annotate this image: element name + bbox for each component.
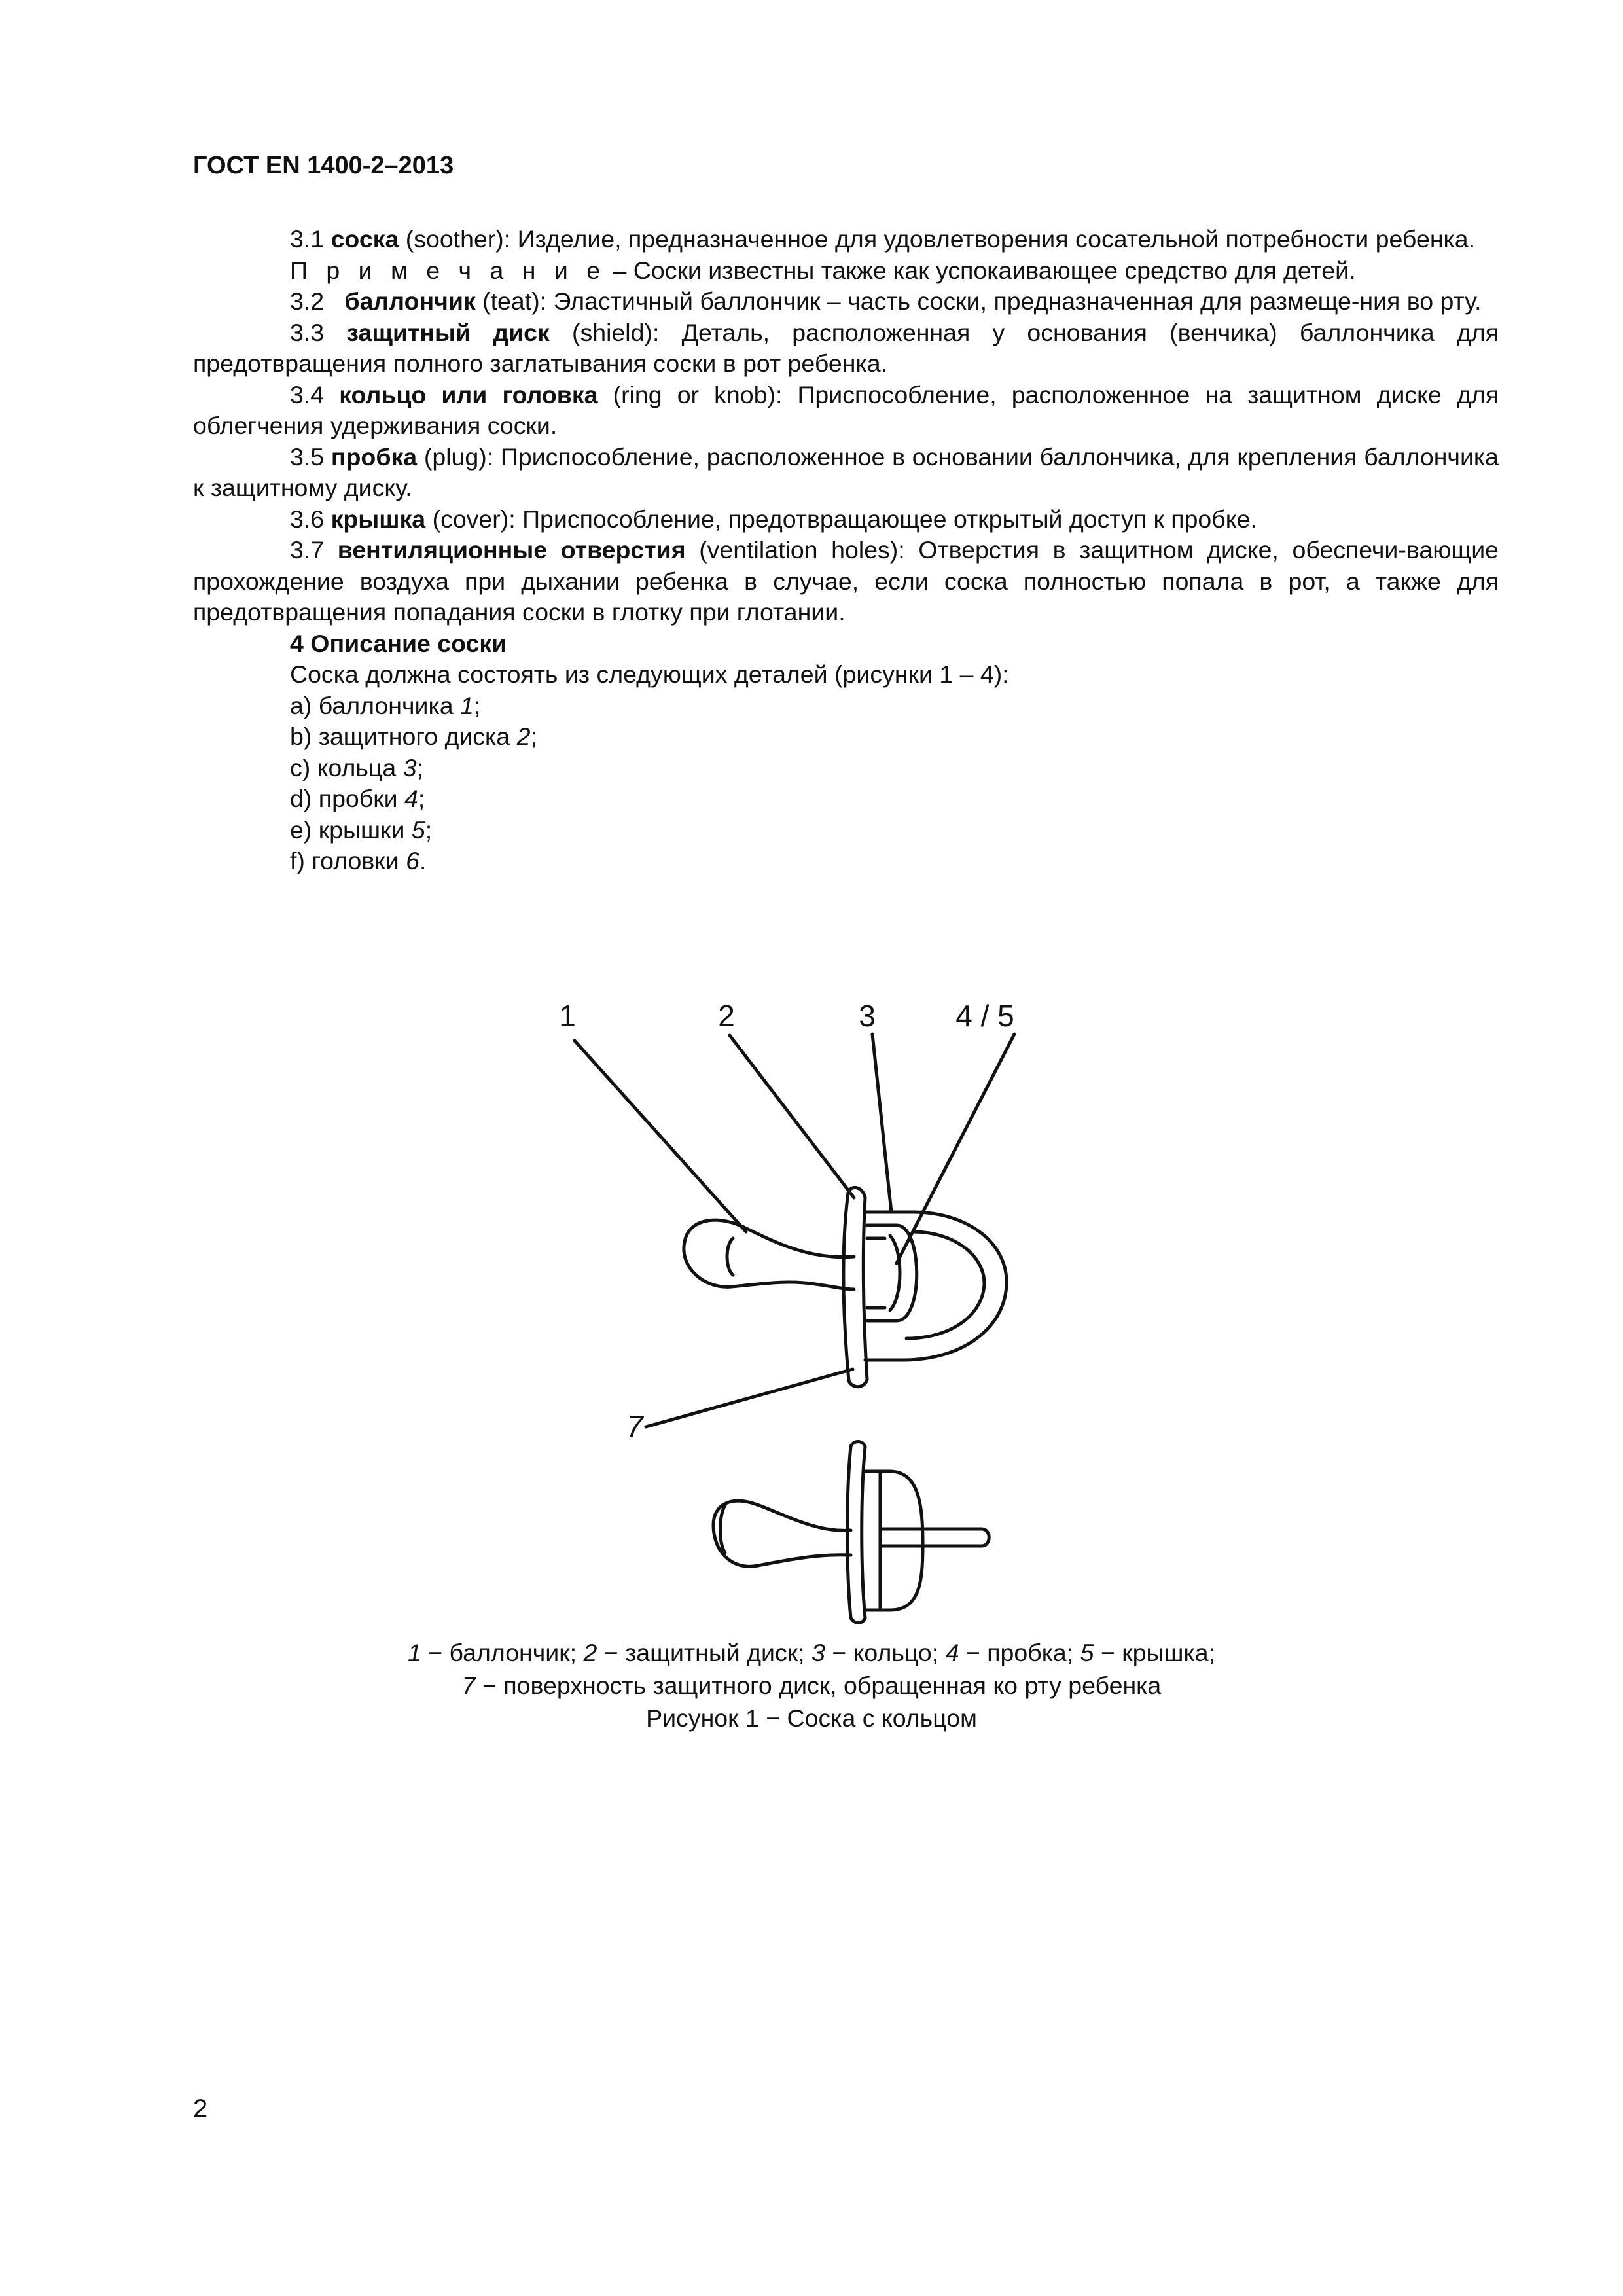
definition-3-4: 3.4 кольцо или головка (ring or knob): Приспособление, расположенное на защитном диске для облегчения удерживания соски. (193, 380, 1499, 439)
definition-3-3: 3.3 защитный диск (shield): Деталь, расположенная у основания (венчика) баллончика для предотвращения полного заглатывания соски в рот ребенка. (193, 318, 1499, 377)
note-label: П р и м е ч а н и е (290, 256, 607, 284)
definition-3-5: 3.5 пробка (plug): Приспособление, расположенное в основании баллончика, для крепления баллончика к защитному диску. (193, 442, 1499, 501)
definition-3-6: 3.6 крышка (cover): Приспособление, предотвращающее открытый доступ к пробке. (290, 505, 1257, 533)
ring-inner (906, 1232, 984, 1338)
term: кольцо или головка (339, 380, 598, 408)
list-item: c) кольца 3; (290, 753, 423, 781)
section-heading: 4 Описание соски (290, 629, 507, 657)
soother-drawing (0, 982, 1623, 1636)
definition-3-7: 3.7 вентиляционные отверстия (ventilation holes): Отверстия в защитном диске, обеспечи-вающие прохождение воздуха при дыхании ребенка в случае, если соска полностью попала в рот, а также для предотвращения попадания соски в глотку при глотании. (193, 536, 1499, 626)
side-teat-outline (713, 1501, 851, 1566)
figure-1 (0, 982, 1623, 1636)
leader-2 (730, 1035, 854, 1198)
callout-1: 1 (559, 999, 576, 1033)
list-item: b) защитного диска 2; (290, 723, 537, 750)
page-number: 2 (193, 2094, 208, 2123)
term: защитный диск (346, 318, 550, 346)
leader-1 (575, 1041, 746, 1232)
section-intro: Соска должна состоять из следующих деталей (рисунки 1 – 4): (290, 660, 1009, 688)
leader-45 (897, 1034, 1014, 1263)
definition-3-2: 3.2 баллончик (teat): Эластичный баллончик – часть соски, предназначенная для размеще-ния во рту. (290, 287, 1482, 315)
term: баллончик (344, 287, 476, 315)
term: крышка (330, 505, 426, 533)
side-cover (865, 1471, 923, 1610)
term: пробка (330, 442, 418, 471)
figure-legend (196, 1636, 1427, 1734)
list-item: e) крышки 5; (290, 816, 433, 844)
side-ring-bar (880, 1529, 989, 1546)
list-item: a) баллончика 1; (290, 691, 481, 719)
teat-outline (684, 1220, 854, 1289)
callout-7: 7 (626, 1409, 643, 1443)
teat-tip (727, 1238, 733, 1275)
leader-3 (872, 1034, 891, 1212)
callout-4-5: 4 / 5 (955, 999, 1014, 1033)
parts-list (193, 691, 1499, 877)
term: вентиляционные отверстия (337, 536, 686, 564)
term: соска (330, 225, 399, 253)
list-item: f) головки 6. (290, 847, 427, 874)
note: П р и м е ч а н и е – Соски известны также как успокаивающее средство для детей. (290, 256, 1356, 284)
side-shield (847, 1442, 865, 1623)
definition-3-1: 3.1 соска (soother): Изделие, предназначенное для удовлетворения сосательной потребности ребенка. (290, 225, 1476, 253)
shield-outline (844, 1187, 867, 1386)
list-item: d) пробки 4; (290, 785, 425, 812)
callout-2: 2 (718, 999, 735, 1033)
callout-3: 3 (859, 999, 876, 1033)
document-code-header: ГОСТ EN 1400-2–2013 (193, 152, 454, 179)
document-body (193, 224, 1499, 877)
legend-line-1: 1 − баллончик; 2 − защитный диск; 3 − кольцо; 4 − пробка; 5 − крышка; (407, 1639, 1216, 1666)
figure-caption: Рисунок 1 − Соска с кольцом (646, 1704, 977, 1732)
leader-7 (646, 1369, 853, 1427)
legend-line-2: 7 − поверхность защитного диск, обращенная ко рту ребенка (461, 1672, 1162, 1699)
